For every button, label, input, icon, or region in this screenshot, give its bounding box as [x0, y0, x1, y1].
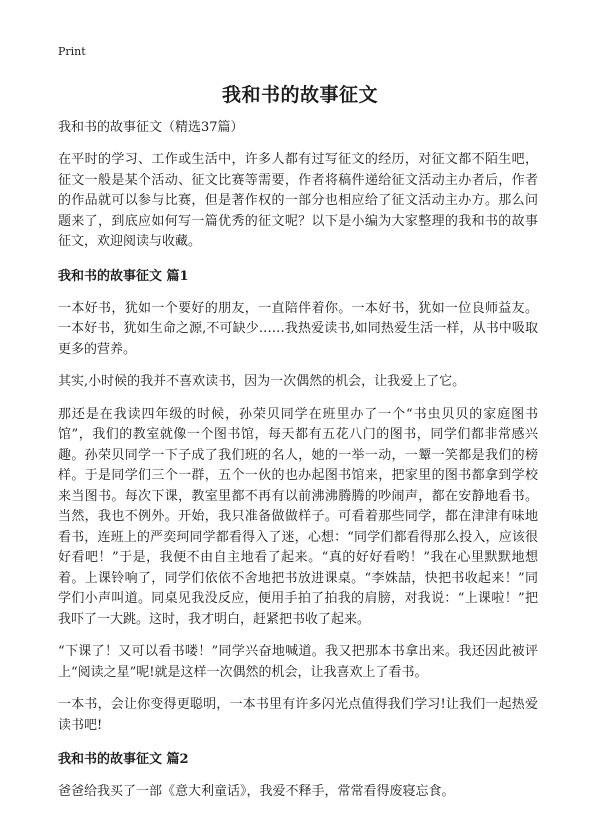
section-1-paragraph-1: 一本好书，犹如一个要好的朋友，一直陪伴着你。一本好书，犹如一位良师益友。一本好书，犹如生命之源,不可缺少……我热爱读书,如同热爱生活一样，从书中吸取更多的营养。 [58, 300, 538, 357]
section-heading-2: 我和书的故事征文 篇2 [58, 752, 189, 767]
section-1-paragraph-5: 一本书，会让你变得更聪明，一本书里有许多闪光点值得我们学习!让我们一起热爱读书吧! [58, 697, 538, 733]
section-1-paragraph-3: 那还是在我读四年级的时候，孙荣贝同学在班里办了一个“书虫贝贝的家庭图书馆”，我们的教室就像一个图书馆，每天都有五花八门的图书，同学们都非常感兴趣。孙荣贝同学一下子成了我们班的名人，她的一举一动，一颦一笑都是我们的榜样。于是同学们三个一群，五个一伙的也办起图书馆来，把家里的图书都拿到学校来当图书。每次下课，教室里都不再有以前沸沸腾腾的吵闹声，都在安静地看书。当然，我也不例外。开始，我只准备做做样子。可看着那些同学，都在津津有味地看书，连班上的严奕珂同学都看得入了迷，心想：“同学们都看得那么投入，应该很好看吧！”于是，我便不由自主地看了起来。“真的好好看哟！”我在心里默默地想着。上课铃响了，同学们依依不舍地把书放进课桌。“李姝喆，快把书收起来！”同学们小声叫道。同桌见我没反应，便用手拍了拍我的肩膀，对我说：“上课啦！”把我吓了一大跳。这时，我才明白，赶紧把书收了起来。 [58, 406, 538, 627]
page-title: 我和书的故事征文 [221, 84, 378, 106]
print-link[interactable]: Print [58, 45, 86, 58]
article-subtitle: 我和书的故事征文（精选37篇） [58, 120, 244, 135]
section-2-paragraph-1: 爸爸给我买了一部《意大利童话》，我爱不释手，常常看得废寝忘食。 [58, 784, 455, 799]
article-body [58, 118, 538, 815]
section-heading-1: 我和书的故事征文 篇1 [58, 268, 189, 284]
section-1-paragraph-4: “下课了！又可以看书喽！”同学兴奋地喊道。我又把那本书拿出来。我还因此被评上“阅读之星”呢!就是这样一次偶然的机会，让我喜欢上了看书。 [58, 644, 538, 680]
section-1-paragraph-2: 其实,小时候的我并不喜欢读书，因为一次偶然的机会，让我爱上了它。 [58, 374, 466, 389]
intro-paragraph: 在平时的学习、工作或生活中，许多人都有过写征文的经历，对征文都不陌生吧，征文一般是某个活动、征文比赛等需要，作者将稿件递给征文活动主办者后，作者的作品就可以参与比赛，但是著作权的一部分也相应给了征文活动主办方。那么问题来了，到底应如何写一篇优秀的征文呢？以下是小编为大家整理的我和书的故事征文，欢迎阅读与收藏。 [58, 152, 538, 249]
